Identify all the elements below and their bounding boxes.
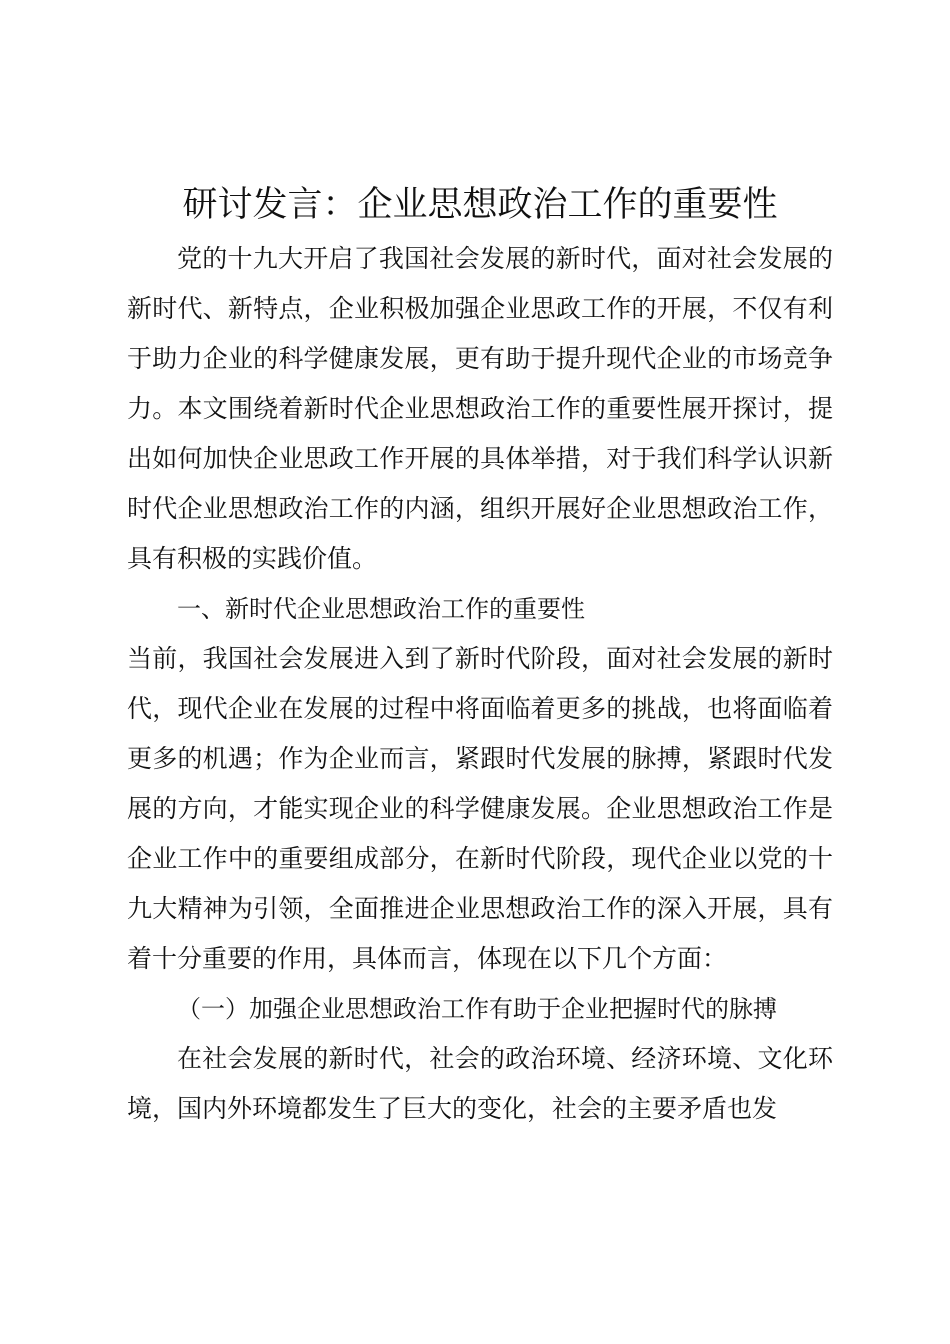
intro-paragraph: 党的十九大开启了我国社会发展的新时代，面对社会发展的新时代、新特点，企业积极加强企业思政工作的开展，不仅有利于助力企业的科学健康发展，更有助于提升现代企业的市场竞争力。本文围绕着新时代企业思想政治工作的重要性展开探讨，提出如何加快企业思政工作开展的具体举措，对于我们科学认识新时代企业思想政治工作的内涵，组织开展好企业思想政治工作，具有积极的实践价值。	[127, 244, 833, 573]
document-title: 研讨发言：企业思想政治工作的重要性	[182, 185, 778, 225]
document-body	[127, 176, 833, 1134]
subsection-1-paragraph: 在社会发展的新时代，社会的政治环境、经济环境、文化环境，国内外环境都发生了巨大的变化，社会的主要矛盾也发	[127, 1044, 833, 1123]
subsection-heading-1: （一）加强企业思想政治工作有助于企业把握时代的脉搏	[177, 995, 777, 1023]
section-1-paragraph: 当前，我国社会发展进入到了新时代阶段，面对社会发展的新时代，现代企业在发展的过程中将面临着更多的挑战，也将面临着更多的机遇；作为企业而言，紧跟时代发展的脉搏，紧跟时代发展的方向，才能实现企业的科学健康发展。企业思想政治工作是企业工作中的重要组成部分，在新时代阶段，现代企业以党的十九大精神为引领，全面推进企业思想政治工作的深入开展，具有着十分重要的作用，具体而言，体现在以下几个方面：	[127, 644, 833, 973]
section-heading-1: 一、新时代企业思想政治工作的重要性	[177, 595, 585, 623]
